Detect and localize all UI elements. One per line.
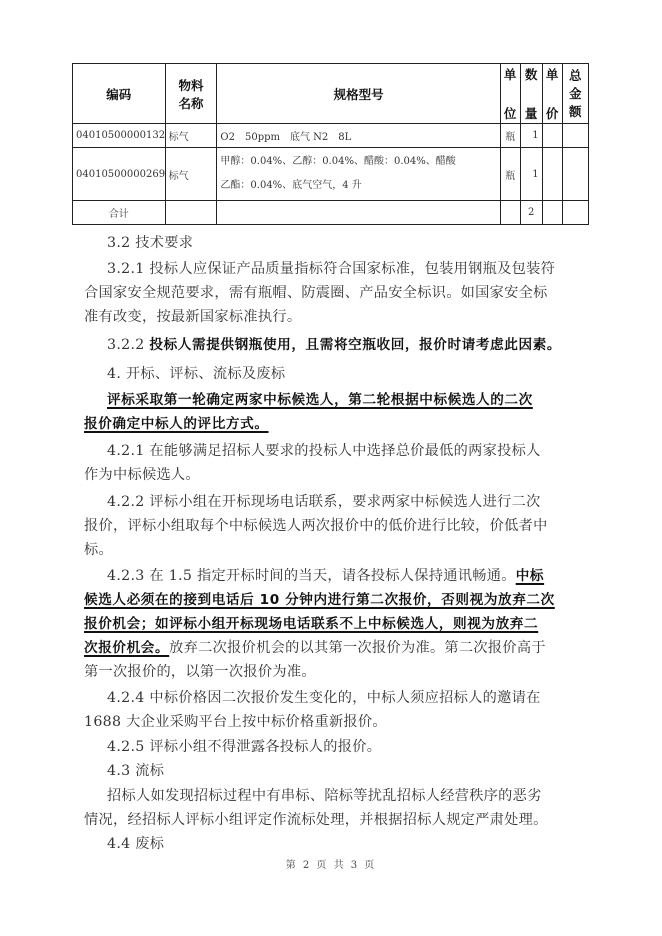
clause-3-2-2 — [107, 335, 561, 355]
clause-4-2-2-line1: 4.2.2 评标小组在开标现场电话联系，要求两家中标候选人进行二次 — [107, 494, 541, 510]
cell-qty: 1 — [520, 148, 542, 201]
cell-qty: 1 — [520, 124, 542, 148]
clause-4-2-3-line3: 报价机会；如评标小组开标现场电话联系不上中标候选人，则视为放弃二 — [84, 616, 539, 632]
header-name-line1: 物料 — [178, 77, 204, 93]
header-total-amount — [562, 64, 589, 124]
clause-4-2-3-plain: 4.2.3 在 1.5 指定开标时间的当天，请各投标人保持通讯畅通。 — [107, 568, 516, 584]
cell-name: 标气 — [165, 124, 217, 148]
header-qty — [520, 64, 542, 124]
clause-4-2-3-line5: 第一次报价的，以第一次报价为准。 — [84, 664, 316, 680]
cell-total — [562, 148, 589, 201]
clause-4-2-3-line2: 候选人必须在的接到电话后 10 分钟内进行第二次报价，否则视为放弃二次 — [84, 592, 555, 608]
total-empty — [542, 201, 562, 225]
clause-4-2-1-line2: 作为中标候选人。 — [84, 467, 200, 483]
header-unit — [500, 64, 520, 124]
clause-4-2-2-line3: 标。 — [84, 542, 113, 558]
clause-3-2-1-line1: 3.2.1 投标人应保证产品质量指标符合国家标准，包装用钢瓶及包装符 — [107, 261, 556, 277]
total-qty: 2 — [520, 201, 542, 225]
header-name-line2: 名称 — [178, 95, 204, 111]
section-4-heading: 4. 开标、评标、流标及废标 — [107, 366, 286, 382]
table-row — [73, 148, 589, 201]
header-total-line1: 总 — [568, 68, 582, 83]
total-empty — [562, 201, 589, 225]
cell-price — [542, 124, 562, 148]
total-empty — [165, 201, 217, 225]
clause-4-2-1-line1: 4.2.1 在能够满足招标人要求的投标人中选择总价最低的两家投标人 — [107, 443, 541, 459]
header-material-name — [165, 64, 217, 124]
cell-spec: O2 50ppm 底气 N2 8L — [217, 124, 500, 148]
cell-code: 04010500000132 — [73, 124, 166, 148]
clause-4-2-3-plain-tail: 放弃二次报价机会的以其第一次报价为准。第二次报价高于 — [169, 640, 546, 656]
table-header-row — [73, 64, 589, 124]
cell-unit: 瓶 — [500, 124, 520, 148]
cell-spec-line2: 乙酯：0.04%、底气空气，4 升 — [220, 180, 362, 191]
total-label: 合计 — [73, 201, 166, 225]
header-unit-price — [542, 64, 562, 124]
header-unit-line2: 位 — [503, 105, 517, 121]
clause-3-2-2-number: 3.2.2 — [107, 337, 150, 353]
clause-4-2-5: 4.2.5 评标小组不得泄露各投标人的报价。 — [107, 739, 382, 755]
header-total-line3: 额 — [568, 104, 582, 119]
total-empty — [217, 201, 500, 225]
clause-4-2-4-line1: 4.2.4 中标价格因二次报价发生变化的，中标人须应招标人的邀请在 — [107, 690, 541, 706]
evaluation-rule-line2: 报价确定中标人的评比方式。 — [84, 416, 269, 432]
cell-price — [542, 148, 562, 201]
clause-3-2-1-line2: 合国家安全规范要求，需有瓶帽、防震圈、产品安全标识。如国家安全标 — [84, 285, 548, 301]
clause-4-2-3-line4 — [84, 638, 546, 658]
header-qty-line2: 量 — [524, 105, 538, 121]
cell-spec-line1: 甲醇：0.04%、乙醇：0.04%、醋酸：0.04%、醋酸 — [220, 156, 456, 167]
header-code: 编码 — [73, 64, 166, 124]
header-spec: 规格型号 — [217, 64, 500, 124]
cell-name: 标气 — [165, 148, 217, 201]
clause-4-2-2-line2: 报价，评标小组取每个中标候选人两次报价中的低价进行比较，价低者中 — [84, 518, 548, 534]
header-total-line2: 金 — [568, 86, 582, 101]
clause-4-2-3-bold-start: 中标 — [515, 568, 545, 584]
total-empty — [500, 201, 520, 225]
cell-total — [562, 124, 589, 148]
section-4-3-heading: 4.3 流标 — [107, 763, 165, 779]
clause-3-2-1-line3: 准有改变，按最新国家标准执行。 — [84, 309, 302, 325]
header-price-line2: 价 — [545, 105, 559, 121]
cell-spec — [217, 148, 500, 201]
table-total-row — [73, 201, 589, 225]
header-price-line1: 单 — [545, 66, 559, 82]
header-qty-line1: 数 — [524, 66, 538, 82]
clause-4-2-3-line1 — [107, 566, 544, 586]
page-number-footer: 第 2 页 共 3 页 — [285, 860, 377, 871]
header-unit-line1: 单 — [503, 66, 517, 82]
clause-4-3-line1: 招标人如发现招标过程中有串标、陪标等扰乱招标人经营秩序的恶劣 — [107, 788, 542, 804]
clause-3-2-2-text: 投标人需提供钢瓶使用，且需将空瓶收回，报价时请考虑此因素。 — [149, 337, 562, 353]
cell-code: 04010500000269 — [73, 148, 166, 201]
clause-4-2-4-line2: 1688 大企业采购平台上按中标价格重新报价。 — [84, 714, 387, 730]
clause-4-2-3-bold-end: 次报价机会。 — [84, 640, 170, 656]
clause-4-3-line2: 情况，经招标人评标小组评定作流标处理，并根据招标人规定严肃处理。 — [84, 812, 548, 828]
table-row — [73, 124, 589, 148]
section-4-4-heading: 4.4 废标 — [107, 836, 165, 852]
materials-table — [72, 63, 589, 225]
cell-unit: 瓶 — [500, 148, 520, 201]
evaluation-rule-line1: 评标采取第一轮确定两家中标候选人，第二轮根据中标候选人的二次 — [107, 392, 533, 408]
section-3-2-heading: 3.2 技术要求 — [107, 235, 194, 251]
